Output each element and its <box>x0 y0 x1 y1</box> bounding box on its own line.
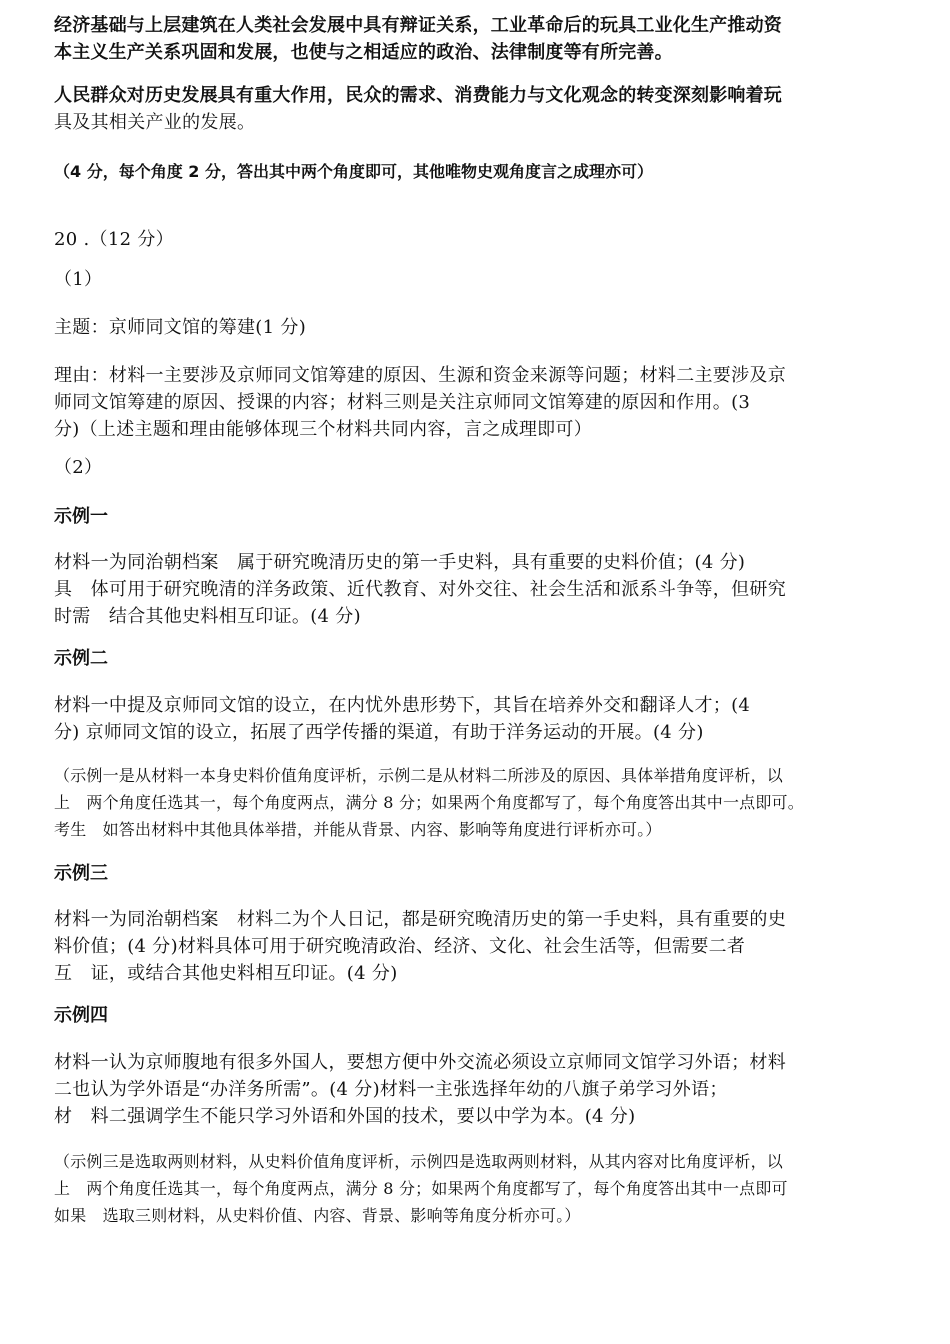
text-line: 如果 选取三则材料，从史料价值、内容、背景、影响等角度分析亦可。） <box>54 1206 581 1225</box>
text-line: 互 证，或结合其他史料相互印证。(4 分) <box>54 963 398 984</box>
theme-line <box>54 314 884 341</box>
text-line: 人民群众对历史发展具有重大作用，民众的需求、消费能力与文化观念的转变深刻影响着玩 <box>54 85 782 106</box>
example-4-heading <box>54 1002 884 1029</box>
grading-note-1 <box>54 762 884 843</box>
text-line: 分)（上述主题和理由能够体现三个材料共同内容，言之成理即可） <box>54 419 593 440</box>
text-line: 经济基础与上层建筑在人类社会发展中具有辩证关系，工业革命后的玩具工业化生产推动资 <box>54 15 782 36</box>
example-1-heading <box>54 503 884 530</box>
example-2-heading <box>54 645 884 672</box>
text-line: 具 体可用于研究晚清的洋务政策、近代教育、对外交往、社会生活和派系斗争等，但研究 <box>54 579 786 600</box>
grading-note-2 <box>54 1148 884 1229</box>
text-line: 上 两个角度任选其一，每个角度两点，满分 8 分；如果两个角度都写了，每个角度答出其中一点即可 <box>54 1179 788 1198</box>
text-line: 具及其相关产业的发展。 <box>54 112 256 133</box>
text-line: 考生 如答出材料中其他具体举措，并能从背景、内容、影响等角度进行评析亦可。） <box>54 820 662 839</box>
text-line: 师同文馆筹建的原因、授课的内容；材料三则是关注京师同文馆筹建的原因和作用。(3 <box>54 392 751 413</box>
text-line: 料价值；(4 分)材料具体可用于研究晚清政治、经济、文化、社会生活等，但需要二者 <box>54 936 746 957</box>
example-4-text <box>54 1049 884 1130</box>
question-title <box>54 226 884 253</box>
part-1-label <box>54 266 884 293</box>
text-line: （4 分，每个角度 2 分，答出其中两个角度即可，其他唯物史观角度言之成理亦可） <box>54 162 653 181</box>
text-line: 二也认为学外语是“办洋务所需”。(4 分)材料一主张选择年幼的八旗子弟学习外语； <box>54 1079 728 1100</box>
text-line: 示例一 <box>54 506 108 527</box>
text-line: 材料一为同治朝档案 材料二为个人日记，都是研究晚清历史的第一手史料，具有重要的史 <box>54 909 786 930</box>
text-line: 上 两个角度任选其一，每个角度两点，满分 8 分；如果两个角度都写了，每个角度答出其中一点即可。 <box>54 793 804 812</box>
text-line: （示例三是选取两则材料，从史料价值角度评析，示例四是选取两则材料，从其内容对比角度评析，以 <box>54 1152 784 1171</box>
part-2-label <box>54 454 884 481</box>
text-line: （2） <box>54 457 103 478</box>
intro-paragraph-2 <box>54 82 884 136</box>
text-line: 材料一中提及京师同文馆的设立，在内忧外患形势下，其旨在培养外交和翻译人才；(4 <box>54 695 751 716</box>
text-line: 本主义生产关系巩固和发展，也使与之相适应的政治、法律制度等有所完善。 <box>54 42 673 63</box>
text-line: 分) 京师同文馆的设立，拓展了西学传播的渠道，有助于洋务运动的开展。(4 分) <box>54 722 704 743</box>
example-3-text <box>54 906 884 987</box>
text-line: 材 料二强调学生不能只学习外语和外国的技术，要以中学为本。(4 分) <box>54 1106 636 1127</box>
text-line: 主题：京师同文馆的筹建(1 分) <box>54 317 307 338</box>
text-line: 材料一为同治朝档案 属于研究晚清历史的第一手史料，具有重要的史料价值；(4 分) <box>54 552 746 573</box>
text-line: 材料一认为京师腹地有很多外国人，要想方便中外交流必须设立京师同文馆学习外语；材料 <box>54 1052 786 1073</box>
example-1-text <box>54 549 884 630</box>
example-2-text <box>54 692 884 746</box>
text-line: 示例四 <box>54 1005 108 1026</box>
text-line: 时需 结合其他史料相互印证。(4 分) <box>54 606 361 627</box>
intro-paragraph-1 <box>54 12 884 66</box>
text-line: 20 .（12 分） <box>54 229 174 250</box>
text-line: （示例一是从材料一本身史料价值角度评析，示例二是从材料二所涉及的原因、具体举措角度评析，以 <box>54 766 784 785</box>
text-line: 理由：材料一主要涉及京师同文馆筹建的原因、生源和资金来源等问题；材料二主要涉及京 <box>54 365 786 386</box>
text-line: 示例三 <box>54 863 108 884</box>
example-3-heading <box>54 860 884 887</box>
reason-paragraph <box>54 362 884 443</box>
score-note <box>54 158 884 185</box>
text-line: （1） <box>54 269 103 290</box>
text-line: 示例二 <box>54 648 108 669</box>
